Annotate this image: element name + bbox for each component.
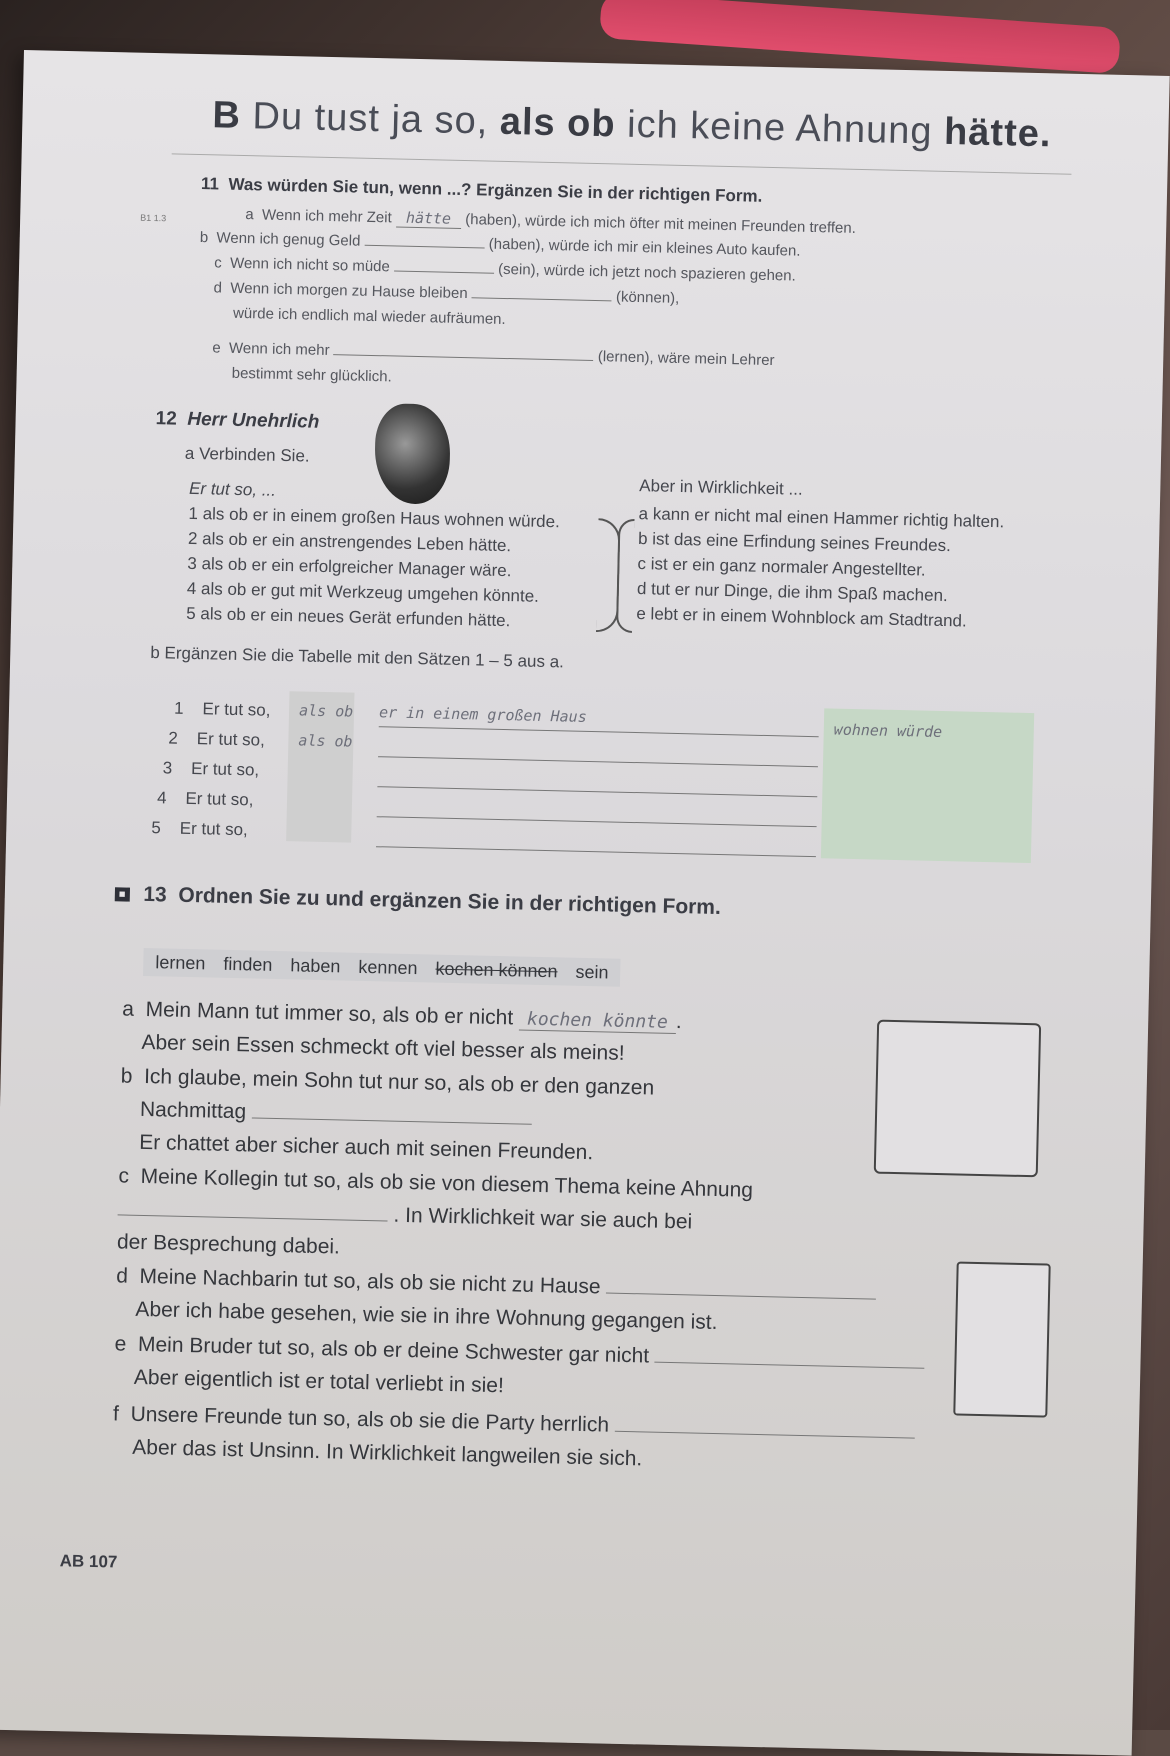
- ex13-item-f: f Unsere Freunde tun so, als ob sie die Party herrlich: [113, 1402, 915, 1444]
- ex13-item-c: c Meine Kollegin tut so, als ob sie von diesem Thema keine Ahnung: [118, 1164, 754, 1202]
- table-row-1: 1 Er tut so,: [173, 698, 271, 720]
- ex11-item-e-cont: bestimmt sehr glücklich.: [231, 364, 392, 386]
- table-row-2: 2 Er tut so,: [168, 728, 266, 750]
- ex12-left-2: 2 als ob er ein anstrengendes Leben hätte.: [187, 528, 512, 556]
- ex13-item-e-line2: Aber eigentlich ist er total verliebt in sie!: [133, 1365, 505, 1398]
- ex11-item-d: d Wenn ich morgen zu Hause bleiben (können),: [213, 279, 680, 307]
- ex13-item-f-line2: Aber das ist Unsinn. In Wirklichkeit langweilen sie sich.: [132, 1435, 643, 1471]
- ex13-word-box: [143, 948, 621, 987]
- word-kochen-koennen[interactable]: kochen können: [435, 958, 558, 981]
- table-line-5: [376, 846, 816, 857]
- table-line-4: [377, 816, 817, 827]
- ex12-right-c: c ist er ein ganz normaler Angestellter.: [637, 554, 926, 580]
- ex11-item-d-cont: würde ich endlich mal wieder aufräumen.: [232, 304, 506, 328]
- ex12-left-3: 3 als ob er ein erfolgreicher Manager wäre.: [187, 553, 512, 581]
- ex11-answer-c[interactable]: [394, 270, 494, 273]
- ex13-item-a: a Mein Mann tut immer so, als ob er nicht kochen könnte .: [122, 997, 682, 1034]
- ex12-right-e: e lebt er in einem Wohnblock am Stadtrand.: [636, 604, 967, 631]
- ex12-left-head: Er tut so, ...: [188, 478, 277, 500]
- ex12-bracket-right: [616, 519, 635, 633]
- ex12-left-5: 5 als ob er ein neues Gerät erfunden hätte.: [186, 603, 511, 631]
- ex12-heading: 12 Herr Unehrlich: [155, 408, 320, 433]
- page-title: B Du tust ja so, als ob ich keine Ahnung hätte.: [212, 94, 1052, 156]
- page-number: AB 107: [59, 1551, 118, 1572]
- table-line-2: [378, 756, 818, 767]
- ex11-item-a: a Wenn ich mehr Zeit hätte (haben), würde ich mich öfter mit meinen Freunden treffen.: [245, 206, 857, 237]
- ex12-part-a: a Verbinden Sie.: [184, 443, 310, 466]
- ex11-answer-a[interactable]: hätte: [396, 208, 462, 228]
- ex11-item-e: e Wenn ich mehr (lernen), wäre mein Lehrer: [212, 339, 775, 370]
- ex12-right-d: d tut er nur Dinge, die ihm Spaß machen.: [636, 579, 948, 606]
- word-lernen[interactable]: lernen: [155, 951, 206, 973]
- ex11-answer-b[interactable]: [365, 245, 485, 249]
- ex13-item-a-line2: Aber sein Essen schmeckt oft viel besser als meins!: [141, 1030, 625, 1065]
- ex12-right-head: Aber in Wirklichkeit ...: [639, 476, 803, 499]
- ex12-right-a: a kann er nicht mal einen Hammer richtig halten.: [638, 504, 1005, 532]
- ex11-item-c: c Wenn ich nicht so müde (sein), würde ich jetzt noch spazieren gehen.: [214, 254, 796, 285]
- ex13-answer-d[interactable]: [606, 1293, 876, 1300]
- ex11-side-code: B1 1.3: [140, 212, 167, 224]
- table-conj-1[interactable]: als ob: [298, 701, 354, 721]
- ex13-answer-c[interactable]: [118, 1214, 388, 1221]
- table-row-3: 3 Er tut so,: [162, 758, 260, 780]
- ex13-item-c-line2: der Besprechung dabei.: [116, 1230, 341, 1259]
- door-illustration: [953, 1261, 1050, 1417]
- ex11-item-b: b Wenn ich genug Geld (haben), würde ich mir ein kleines Auto kaufen.: [199, 229, 801, 260]
- ex13-item-b: b Ich glaube, mein Sohn tut nur so, als ob er den ganzen: [120, 1064, 655, 1100]
- ex13-answer-e[interactable]: [655, 1362, 925, 1369]
- ex13-answer-a[interactable]: kochen könnte: [519, 1008, 676, 1034]
- word-kennen[interactable]: kennen: [358, 956, 418, 978]
- cooking-man-illustration: [874, 1020, 1041, 1178]
- table-row-5: 5 Er tut so,: [151, 818, 248, 840]
- word-haben[interactable]: haben: [290, 954, 341, 976]
- ex13-item-e: e Mein Bruder tut so, als ob er deine Schwester gar nicht: [114, 1332, 925, 1374]
- ex13-item-d-line2: Aber ich habe gesehen, wie sie in ihre Wohnung gegangen ist.: [135, 1297, 718, 1335]
- table-row-4: 4 Er tut so,: [156, 788, 254, 810]
- ex13-item-b-line2: Er chattet aber sicher auch mit seinen Freunden.: [138, 1130, 594, 1165]
- ex12-right-b: b ist das eine Erfindung seines Freundes.: [637, 529, 952, 556]
- table-verb-1[interactable]: wohnen würde: [833, 720, 943, 742]
- ex13-heading: ■ 13 Ordnen Sie zu und ergänzen Sie in der richtigen Form.: [115, 882, 721, 920]
- word-finden[interactable]: finden: [223, 953, 273, 975]
- ex12-part-b: b Ergänzen Sie die Tabelle mit den Sätzen 1 – 5 aus a.: [150, 643, 565, 672]
- workbook-page: [0, 50, 1170, 1756]
- title-underline: [172, 153, 1072, 174]
- ex11-answer-d[interactable]: [472, 297, 612, 301]
- ex11-answer-e[interactable]: [334, 354, 594, 361]
- ex13-answer-b[interactable]: [252, 1117, 532, 1124]
- ex13-answer-f[interactable]: [615, 1431, 915, 1439]
- man-photo: [374, 403, 451, 505]
- ex12-left-1: 1 als ob er in einem großen Haus wohnen würde.: [188, 503, 561, 532]
- ex12-left-4: 4 als ob er gut mit Werkzeug umgehen könnte.: [186, 578, 540, 606]
- table-middle-1[interactable]: er in einem großen Haus: [378, 703, 587, 726]
- ex11-heading: 11 Was würden Sie tun, wenn ...? Ergänzen Sie in der richtigen Form.: [200, 174, 763, 206]
- table-line-1: [379, 726, 819, 737]
- ex13-item-c-line1b: . In Wirklichkeit war sie auch bei: [117, 1197, 692, 1234]
- table-conj-2[interactable]: als ob: [298, 731, 353, 751]
- table-line-3: [377, 786, 817, 797]
- ex13-item-d: d Meine Nachbarin tut so, als ob sie nicht zu Hause: [116, 1264, 877, 1305]
- word-sein[interactable]: sein: [575, 961, 609, 982]
- ex13-item-b-line1b: Nachmittag: [140, 1098, 533, 1131]
